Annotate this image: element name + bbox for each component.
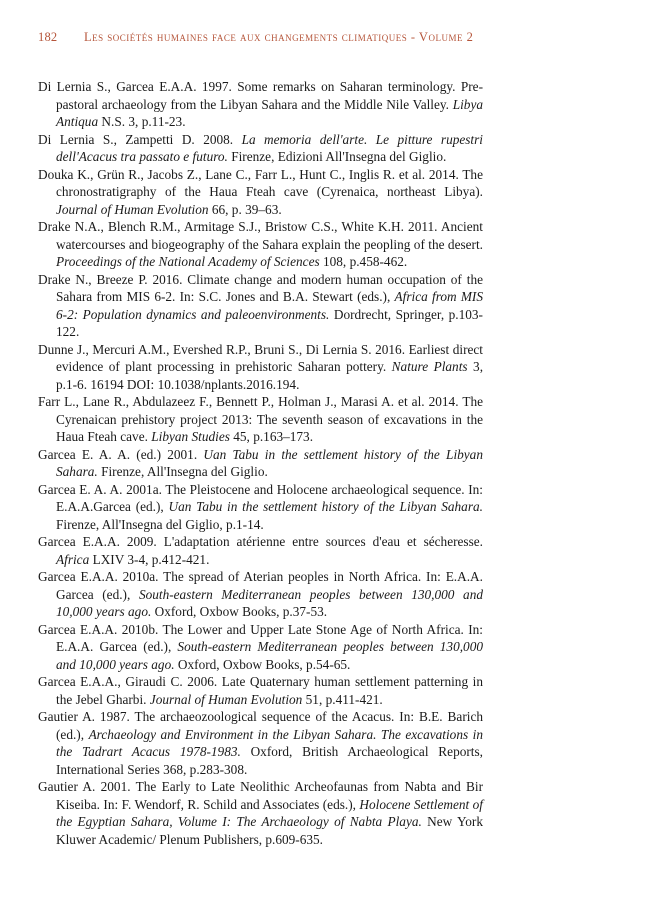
reference-details: Oxford, Oxbow Books, p.37-53. bbox=[151, 604, 328, 619]
reference-italic-title: Libya Antiqua bbox=[56, 96, 483, 129]
reference-details: N.S. 3, p.11-23. bbox=[98, 114, 186, 129]
reference-entry bbox=[38, 271, 483, 341]
reference-entry bbox=[38, 778, 483, 848]
reference-italic-title: South-eastern Mediterranean peoples between 130,000 and 10,000 years ago. bbox=[56, 586, 483, 619]
reference-text: Drake N., Breeze P. 2016. Climate change and modern human occupation of the Sahara from MIS 6-2. In: S.C. Jones and B.A. Stewart (eds.), bbox=[38, 271, 483, 304]
reference-italic-title: South-eastern Mediterranean peoples between 130,000 and 10,000 years ago. bbox=[56, 639, 483, 672]
reference-text: Di Lernia S., Zampetti D. 2008. bbox=[38, 131, 242, 147]
reference-entry bbox=[38, 708, 483, 778]
reference-details: Oxford, Oxbow Books, p.54-65. bbox=[174, 656, 351, 672]
reference-text: Farr L., Lane R., Abdulazeez F., Bennett P., Holman J., Marasi A. et al. 2014. The Cyrenaican prehistory project 2013: The seventh season of excavations in the Haua Fteah cave. bbox=[38, 394, 483, 444]
reference-text: Garcea E.A.A., Giraudi C. 2006. Late Quaternary human settlement patterning in the Jebel Gharbi. bbox=[38, 674, 483, 707]
reference-details: 3, p.1-6. 16194 DOI: 10.1038/nplants.2016.194. bbox=[56, 359, 484, 392]
reference-details: Firenze, All'Insegna del Giglio. bbox=[97, 464, 268, 479]
running-title: Les sociétés humaines face aux changements climatiques - Volume 2 bbox=[84, 30, 474, 44]
reference-italic-title: Proceedings of the National Academy of Sciences bbox=[56, 254, 320, 269]
reference-entry bbox=[38, 78, 483, 131]
reference-entry bbox=[38, 481, 483, 534]
reference-text: Drake N.A., Blench R.M., Armitage S.J., Bristow C.S., White K.H. 2011. Ancient watercourses and biogeography of the Sahara explain the peopling of the desert. bbox=[38, 219, 483, 252]
reference-details: New York Kluwer Academic/ Plenum Publishers, p.609-635. bbox=[56, 814, 483, 847]
reference-entry bbox=[38, 393, 483, 446]
reference-text: Garcea E. A. A. (ed.) 2001. bbox=[38, 446, 204, 462]
reference-details: 108, p.458-462. bbox=[319, 254, 408, 269]
reference-text: Douka K., Grün R., Jacobs Z., Lane C., Farr L., Hunt C., Inglis R. et al. 2014. The chronostratigraphy of the Haua Fteah cave (Cyrenaica, northeast Libya). bbox=[38, 166, 483, 199]
reference-italic-title: Journal of Human Evolution bbox=[149, 691, 303, 707]
reference-entry bbox=[38, 166, 483, 219]
reference-italic-title: Holocene Settlement of the Egyptian Sahara, Volume I: The Archaeology of Nabta Playa. bbox=[56, 796, 483, 829]
reference-italic-title: La memoria dell'arte. Le pitture rupestri dell'Acacus tra passato e futuro. bbox=[56, 131, 484, 164]
reference-italic-title: Uan Tabu in the settlement history of the Libyan Sahara. bbox=[168, 499, 483, 514]
reference-text: Gautier A. 2001. The Early to Late Neolithic Archeofaunas from Nabta and Bir Kiseiba. In: F. Wendorf, R. Schild and Associates (eds.), bbox=[38, 779, 483, 812]
reference-details: 51, p.411-421. bbox=[302, 691, 383, 707]
reference-list bbox=[38, 78, 483, 848]
reference-entry bbox=[38, 131, 483, 166]
reference-text: Garcea E. A. A. 2001a. The Pleistocene and Holocene archaeological sequence. In: E.A.A.Garcea (ed.), bbox=[38, 481, 483, 514]
reference-entry bbox=[38, 218, 483, 271]
reference-details: Oxford, British Archaeological Reports, International Series 368, p.283-308. bbox=[56, 744, 483, 777]
reference-entry bbox=[38, 533, 483, 568]
page-number: 182 bbox=[38, 30, 58, 44]
running-header bbox=[38, 30, 610, 50]
reference-details: LXIV 3-4, p.412-421. bbox=[89, 551, 210, 567]
reference-italic-title: Journal of Human Evolution bbox=[56, 201, 209, 217]
reference-text: Garcea E.A.A. 2010b. The Lower and Upper Late Stone Age of North Africa. In: E.A.A. Garcea (ed.), bbox=[38, 621, 483, 654]
reference-details: 66, p. 39–63. bbox=[208, 201, 282, 217]
reference-entry bbox=[38, 446, 483, 481]
reference-italic-title: Nature Plants bbox=[391, 359, 468, 374]
reference-entry bbox=[38, 341, 483, 394]
reference-entry bbox=[38, 621, 483, 674]
reference-italic-title: Archaeology and Environment in the Libyan Sahara. The excavations in the Tadrart Acacus 1978-1983. bbox=[56, 726, 483, 759]
reference-details: Dordrecht, Springer, p.103-122. bbox=[56, 306, 483, 339]
reference-entry bbox=[38, 568, 483, 621]
reference-italic-title: Africa bbox=[56, 551, 90, 567]
reference-entry bbox=[38, 673, 483, 708]
reference-text: Garcea E.A.A. 2009. L'adaptation atérienne entre sources d'eau et sécheresse. bbox=[38, 534, 483, 549]
reference-details: Firenze, Edizioni All'Insegna del Giglio. bbox=[227, 149, 447, 164]
reference-italic-title: Libyan Studies bbox=[151, 429, 230, 444]
reference-text: Di Lernia S., Garcea E.A.A. 1997. Some remarks on Saharan terminology. Pre-pastoral archaeology from the Libyan Sahara and the Middle Nile Valley. bbox=[38, 79, 483, 112]
reference-details: Firenze, All'Insegna del Giglio, p.1-14. bbox=[56, 516, 264, 532]
reference-italic-title: Africa from MIS 6-2: Population dynamics and paleoenvironments. bbox=[56, 289, 484, 322]
reference-italic-title: Uan Tabu in the settlement history of the Libyan Sahara. bbox=[56, 446, 483, 479]
reference-text: Dunne J., Mercuri A.M., Evershed R.P., Bruni S., Di Lernia S. 2016. Earliest direct evidence of plant processing in prehistoric Saharan pottery. bbox=[38, 341, 483, 374]
reference-text: Gautier A. 1987. The archaeozoological sequence of the Acacus. In: B.E. Barich (ed.), bbox=[38, 709, 483, 742]
reference-details: 45, p.163–173. bbox=[229, 429, 314, 444]
reference-text: Garcea E.A.A. 2010a. The spread of Aterian peoples in North Africa. In: E.A.A. Garcea (ed.), bbox=[38, 569, 483, 602]
